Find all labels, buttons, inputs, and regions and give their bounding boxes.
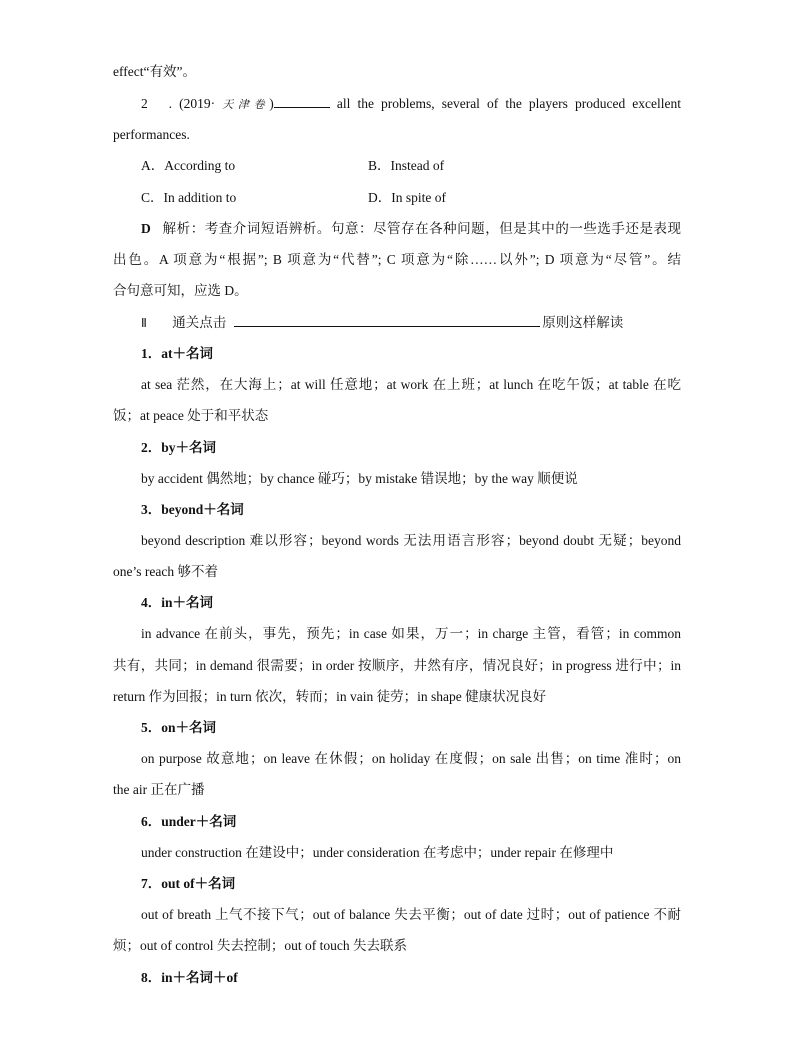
group-line: out of breath 上气不接下气；out of balance 失去平衡；out of date 过时；out of patience 不耐: [141, 907, 681, 922]
group-head: 6．under＋名词: [141, 814, 237, 829]
analysis-line-2: 出色。A 项意为“根据”; B 项意为“代替”; C 项意为“除……以外”; D 项意为“尽管”。结: [113, 252, 681, 267]
question-source-close: ): [269, 96, 274, 111]
option-c: C．In addition to: [141, 190, 237, 205]
section-title-blank: [234, 314, 540, 327]
section-roman-numeral: Ⅱ: [141, 316, 147, 330]
option-a: A．According to: [141, 158, 236, 173]
group-line: 饭；at peace 处于和平状态: [113, 408, 269, 423]
question-source-year: (2019·: [179, 96, 216, 111]
question-source-name: 天津卷: [222, 98, 270, 111]
group-head: 1．at＋名词: [141, 346, 213, 361]
group-line: return 作为回报；in turn 依次，转而；in vain 徒劳；in shape 健康状况良好: [113, 689, 547, 704]
group-head: 2．by＋名词: [141, 440, 217, 455]
option-b: B．Instead of: [368, 158, 445, 173]
group-line: in advance 在前头，事先，预先；in case 如果，万一；in charge 主管，看管；in common: [141, 626, 681, 641]
question-number: 2 .: [141, 96, 173, 111]
group-line: under construction 在建设中；under consideration 在考虑中；under repair 在修理中: [141, 845, 614, 860]
group-line: one’s reach 够不着: [113, 564, 218, 579]
analysis-answer: D: [141, 221, 151, 236]
answer-blank: [274, 95, 330, 108]
section-title-left: 通关点击: [172, 315, 227, 330]
group-line: the air 正在广播: [113, 782, 205, 797]
group-line: on purpose 故意地；on leave 在休假；on holiday 在度假；on sale 出售；on time 准时；on: [141, 751, 681, 766]
group-line: 共有，共同；in demand 很需要；in order 按顺序，井然有序，情况良好；in progress 进行中；in: [113, 658, 681, 673]
question-2-stem: [141, 95, 681, 114]
analysis-line-1: [141, 220, 681, 238]
group-head: 5．on＋名词: [141, 720, 217, 735]
group-head: 3．beyond＋名词: [141, 502, 244, 517]
question-stem-text: all the problems, several of the players produced excellent: [329, 96, 681, 111]
question-2-stem-line2: [113, 126, 681, 144]
continuation-text: effect“有效”。: [113, 64, 196, 79]
option-d: D．In spite of: [368, 190, 446, 205]
group-line: at sea 茫然，在大海上；at will 任意地；at work 在上班；at lunch 在吃午饭；at table 在吃: [141, 377, 681, 392]
group-head: 8．in＋名词＋of: [141, 970, 238, 985]
group-head: 4．in＋名词: [141, 595, 214, 610]
question-stem-line2: performances.: [113, 127, 190, 142]
group-line: beyond description 难以形容；beyond words 无法用语言形容；beyond doubt 无疑；beyond: [141, 533, 681, 548]
continuation-line: [113, 63, 681, 81]
section-header: [141, 314, 681, 332]
section-title-right: 原则这样解读: [542, 315, 624, 330]
group-line: 烦；out of control 失去控制；out of touch 失去联系: [113, 938, 407, 953]
analysis-line-3: 合句意可知，应选 D。: [113, 283, 248, 298]
group-head: 7．out of＋名词: [141, 876, 236, 891]
analysis-text-1: 解析：考查介词短语辨析。句意：尽管存在各种问题，但是其中的一些选手还是表现: [162, 221, 682, 236]
group-line: by accident 偶然地；by chance 碰巧；by mistake 错误地；by the way 顺便说: [141, 471, 578, 486]
